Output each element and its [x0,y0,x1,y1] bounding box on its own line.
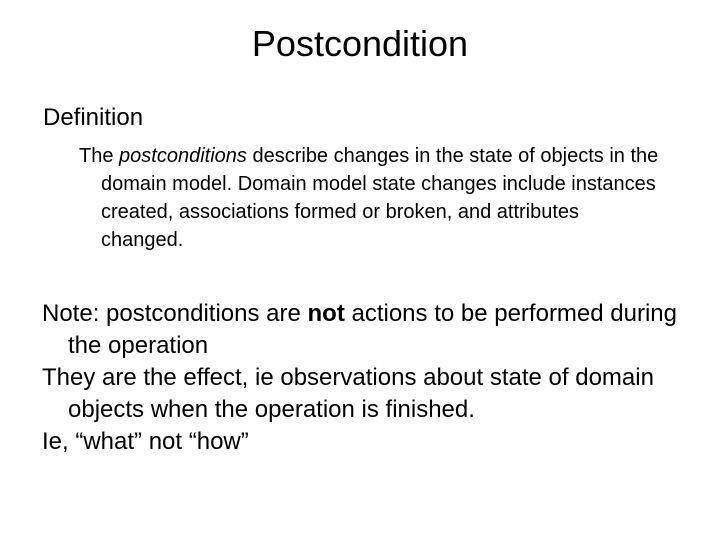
definition-paragraph [79,142,661,254]
definition-lead: The [79,145,120,167]
note-after: actions to be performed during the operation [68,300,678,359]
definition-rest: describe changes in the state of objects in the domain model. Domain model state changes include instances created, associations formed or broken, and attributes changed. [101,145,659,251]
note-emphasis: not [307,300,345,327]
definition-heading: Definition [43,104,144,131]
effect-bullet: They are the effect, ie observations about state of domain objects when the operation is finished. [42,364,654,423]
summary-bullet: Ie, “what” not “how” [42,428,249,455]
note-before: Note: postconditions are [42,300,308,327]
definition-term: postconditions [119,145,247,167]
note-bullet [42,298,702,362]
slide-title: Postcondition [251,23,469,64]
bullet-list [42,298,702,458]
